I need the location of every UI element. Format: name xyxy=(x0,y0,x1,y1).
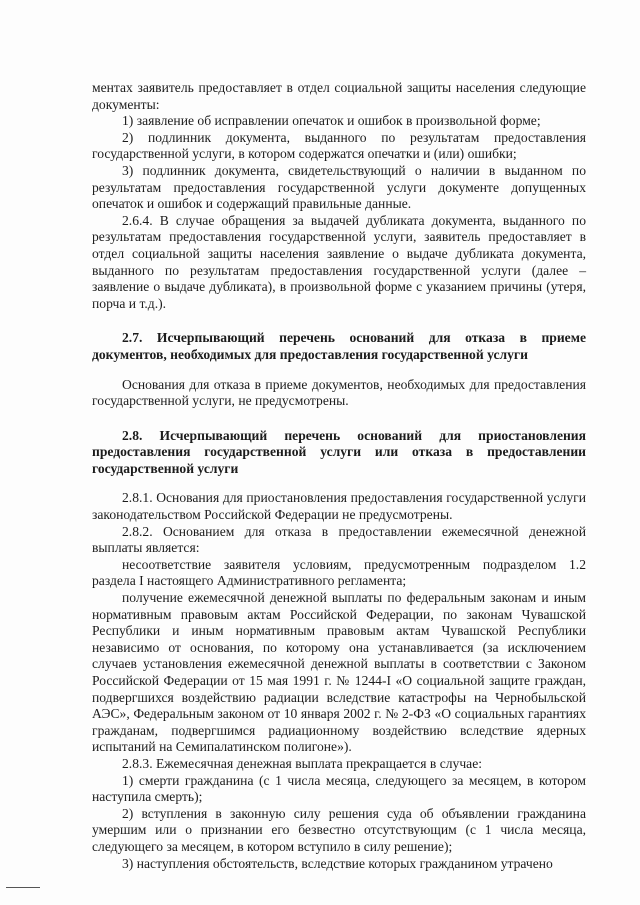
footnote-divider xyxy=(6,887,40,888)
paragraph-2-8-2: 2.8.2. Основанием для отказа в предоставлении ежемесячной денежной выплаты является: xyxy=(92,523,586,556)
paragraph-2-8-3-item-2: 2) вступления в законную силу решения суда об объявлении гражданина умершим или о признании его безвестно отсутствующим (с 1 числа месяца, следующего за месяцем, в котором вступило в силу решение); xyxy=(92,805,586,854)
section-heading-2-8: 2.8. Исчерпывающий перечень оснований для приостановления предоставления государственной услуги или отказа в предоставлении государственной услуги xyxy=(92,427,586,476)
paragraph-2-8-2-item-2: получение ежемесячной денежной выплаты по федеральным законам и иным нормативным правовым актам Российской Федерации, по законам Чувашской Республики и иным нормативным правовым актам Чувашской Республики независимо от основания, по которому она устанавливается (за исключением случаев установления ежемесячной денежной выплаты в соответствии с Законом Российской Федерации от 15 мая 1991 г. № 1244-I «О социальной защите граждан, подвергшихся воздействию радиации вследствие катастрофы на Чернобыльской АЭС», Федеральным законом от 10 января 2002 г. № 2-ФЗ «О социальных гарантиях гражданам, подвергшимся радиационному воздействию вследствие ядерных испытаний на Семипалатинском полигоне»). xyxy=(92,590,586,755)
list-item-2: 2) подлинник документа, выданного по результатам предоставления государственной услуги, в котором содержатся опечатки и (или) ошибки; xyxy=(92,129,586,162)
paragraph-2-8-2-item-1: несоответствие заявителя условиям, предусмотренным подразделом 1.2 раздела I настоящего Административного регламента; xyxy=(92,556,586,589)
paragraph-2-8-3: 2.8.3. Ежемесячная денежная выплата прекращается в случае: xyxy=(122,755,483,771)
paragraph-continuation: ментах заявитель предоставляет в отдел социальной защиты населения следующие документы: xyxy=(92,80,586,112)
section-heading-2-7: 2.7. Исчерпывающий перечень оснований для отказа в приеме документов, необходимых для предоставления государственной услуги xyxy=(92,330,586,362)
list-item-3: 3) подлинник документа, свидетельствующий о наличии в выданном по результатам предоставления государственной услуги документе допущенных опечаток и ошибок и содержащий правильные данные. xyxy=(92,162,586,212)
paragraph-2-6-4: 2.6.4. В случае обращения за выдачей дубликата документа, выданного по результатам предоставления государственной услуги, заявитель предоставляет в отдел социальной защиты населения заявление о выдаче дубликата документа, выданного по результатам предоставления государственной услуги (далее – заявление о выдаче дубликата), в произвольной форме с указанием причины (утеря, порча и т.д.). xyxy=(92,212,586,311)
paragraph-2-8-3-item-3: 3) наступления обстоятельств, вследствие которых гражданином утрачено xyxy=(122,855,553,871)
paragraph-2-8-1: 2.8.1. Основания для приостановления предоставления государственной услуги законодательством Российской Федерации не предусмотрены. xyxy=(92,490,586,523)
document-body xyxy=(92,80,586,872)
list-item-1: 1) заявление об исправлении опечаток и ошибок в произвольной форме; xyxy=(122,113,541,129)
paragraph-2-8-3-item-1: 1) смерти гражданина (с 1 числа месяца, следующего за месяцем, в котором наступила смерть); xyxy=(92,772,586,805)
paragraph-2-7-body: Основания для отказа в приеме документов, необходимых для предоставления государственной услуги, не предусмотрены. xyxy=(92,376,586,409)
